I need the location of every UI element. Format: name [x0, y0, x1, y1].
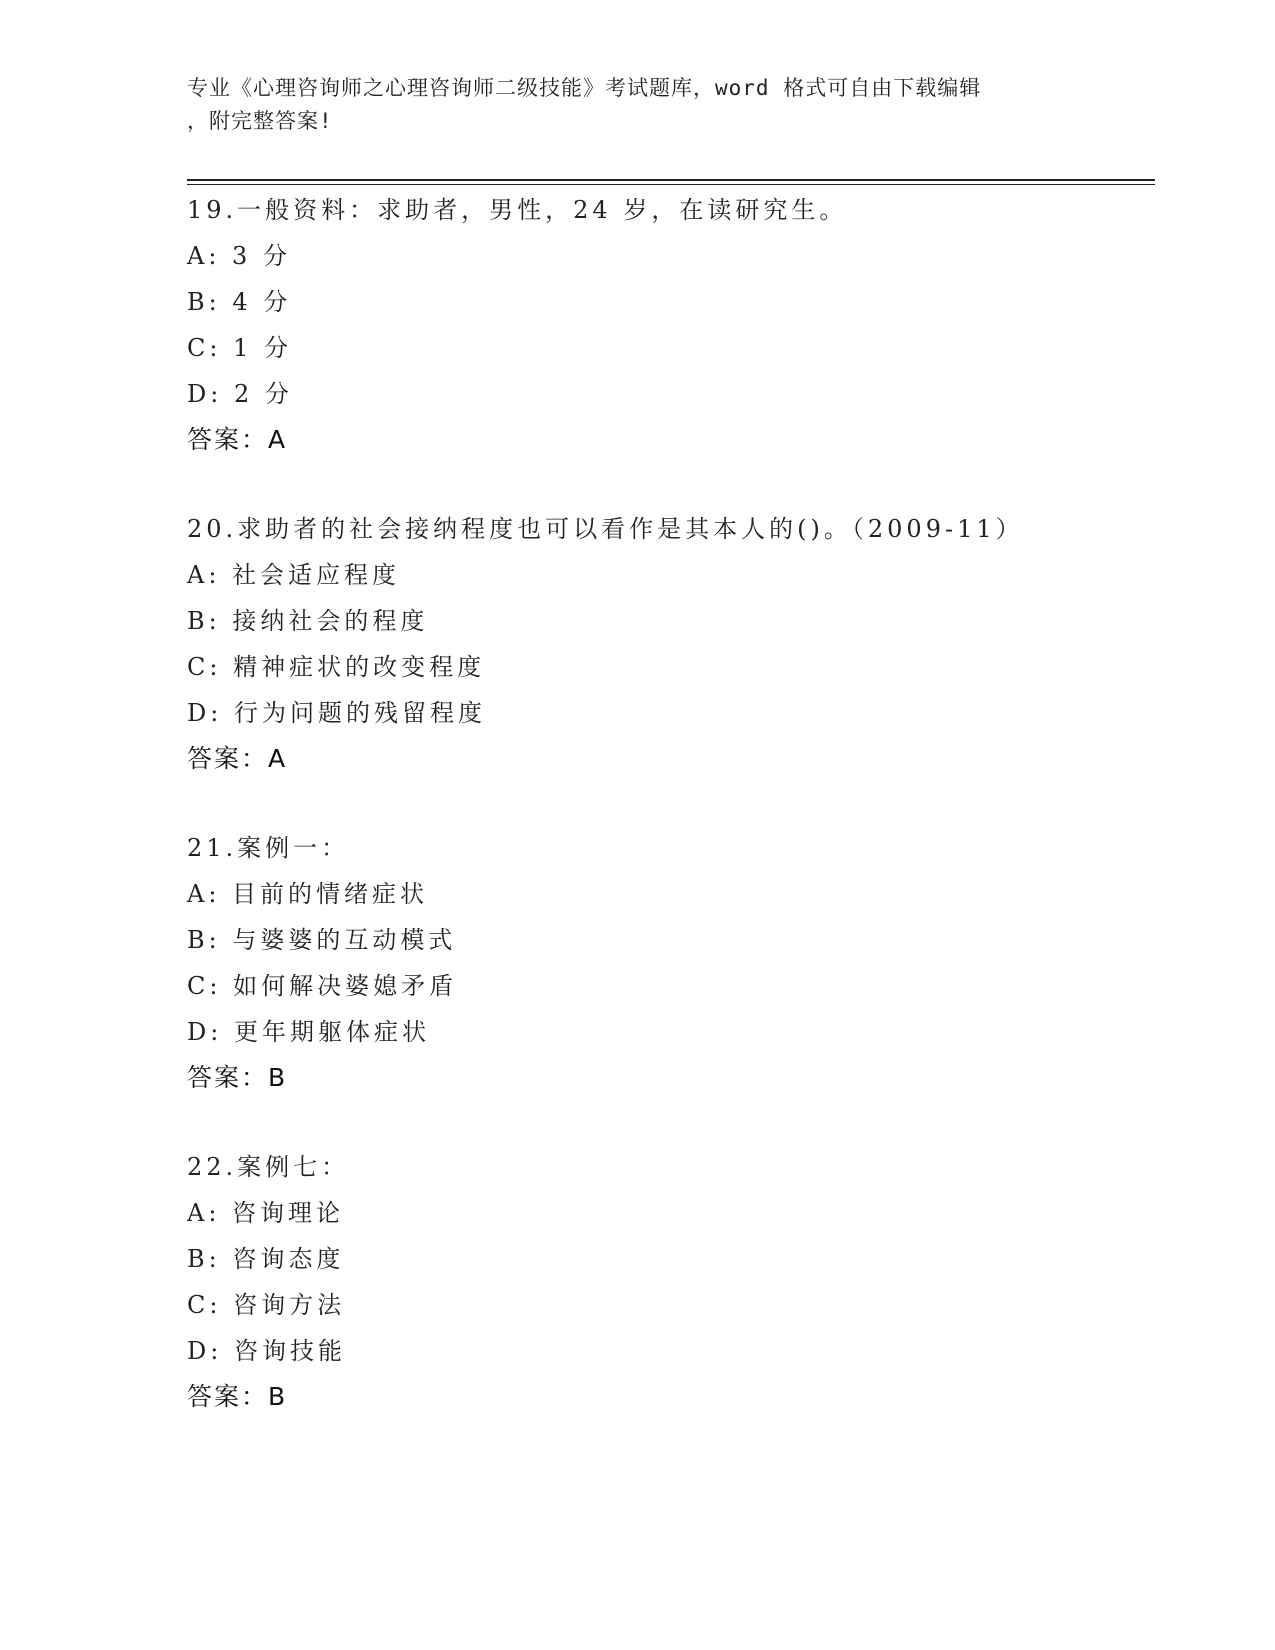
answer-label: 答案：B: [187, 1382, 288, 1411]
option-a: A: 目前的情绪症状: [187, 880, 429, 908]
option-c: C: 咨询方法: [187, 1291, 346, 1319]
question-19: [187, 187, 1155, 463]
document-header: [187, 72, 1087, 138]
option-d: D: 行为问题的残留程度: [187, 699, 486, 727]
question-stem: 22.案例七：: [187, 1153, 350, 1181]
answer-label: 答案：A: [187, 425, 288, 454]
option-d: D: 2 分: [187, 380, 293, 408]
header-line-1: 专业《心理咨询师之心理咨询师二级技能》考试题库，word 格式可自由下载编辑: [187, 76, 982, 100]
option-c: C: 1 分: [187, 334, 292, 362]
question-20: [187, 506, 1155, 782]
option-b: B: 接纳社会的程度: [187, 607, 429, 635]
question-21: [187, 825, 1155, 1101]
option-b: B: 与婆婆的互动模式: [187, 926, 457, 954]
header-divider-thin: [187, 184, 1155, 185]
question-list: [187, 187, 1155, 1463]
header-line-2: ，附完整答案!: [187, 109, 333, 133]
answer-label: 答案：B: [187, 1063, 288, 1092]
question-stem: 20.求助者的社会接纳程度也可以看作是其本人的()。（2009-11）: [187, 515, 1024, 543]
option-d: D: 咨询技能: [187, 1337, 346, 1365]
option-d: D: 更年期躯体症状: [187, 1018, 430, 1046]
option-a: A: 社会适应程度: [187, 561, 401, 589]
question-22: [187, 1144, 1155, 1420]
option-a: A: 3 分: [187, 242, 291, 270]
option-b: B: 4 分: [187, 288, 292, 316]
answer-label: 答案：A: [187, 744, 288, 773]
header-divider-thick: [187, 179, 1155, 181]
option-c: C: 精神症状的改变程度: [187, 653, 486, 681]
option-c: C: 如何解决婆媳矛盾: [187, 972, 458, 1000]
question-stem: 21.案例一：: [187, 834, 350, 862]
option-a: A: 咨询理论: [187, 1199, 345, 1227]
question-stem: 19.一般资料：求助者，男性，24 岁，在读研究生。: [187, 196, 848, 224]
option-b: B: 咨询态度: [187, 1245, 345, 1273]
